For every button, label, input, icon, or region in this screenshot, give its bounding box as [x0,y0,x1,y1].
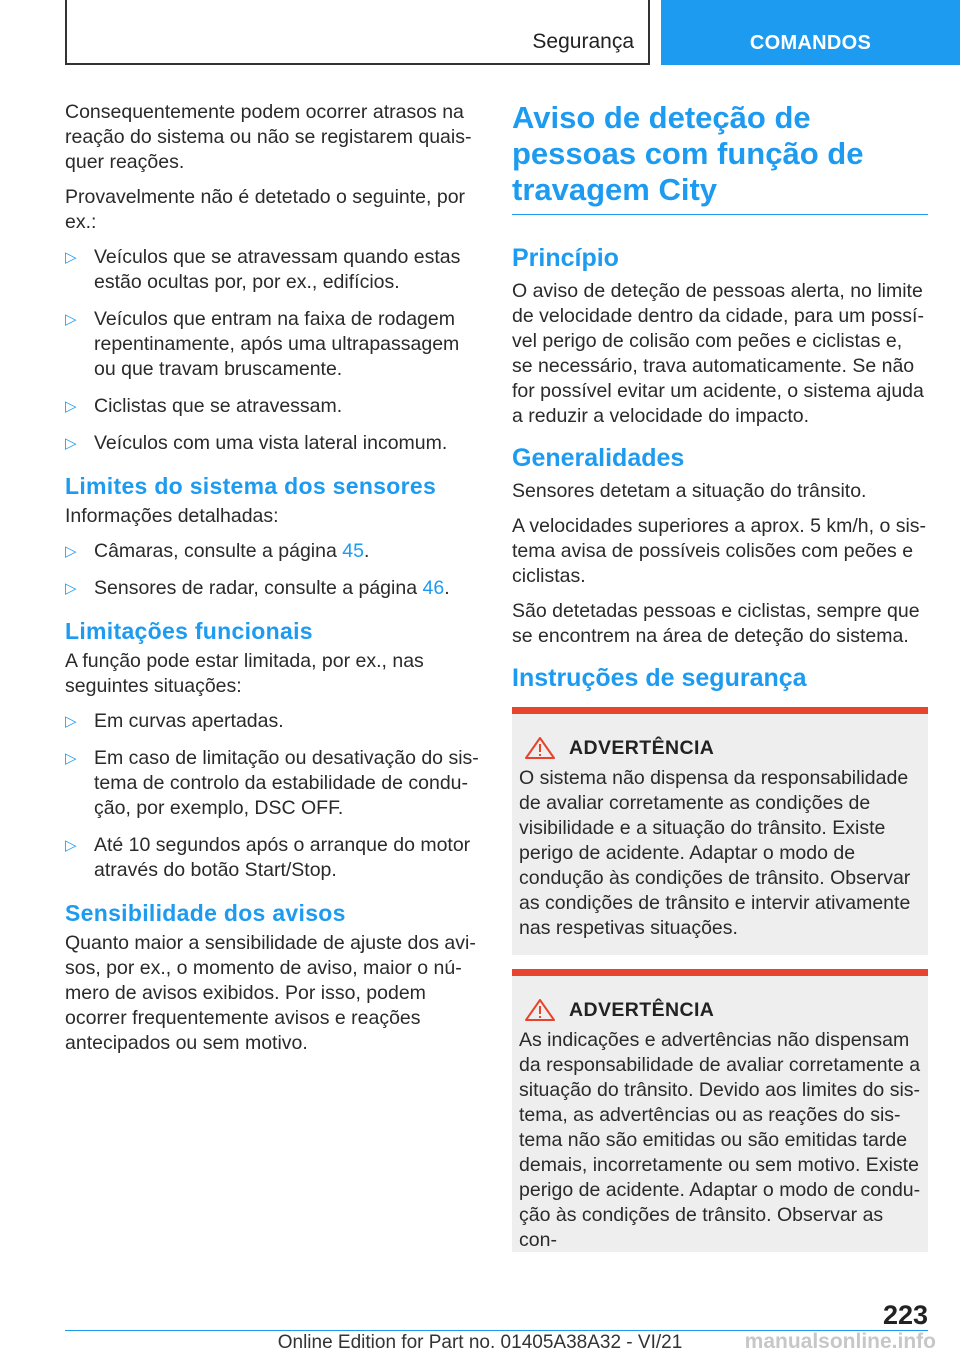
page-link-46[interactable]: 46 [422,577,445,599]
warning-text: As indicações e advertências não dispensam da responsabilidade de avaliar corretamente a situação do trânsito. Devido aos limites do sistema, as advertências ou as reações do sistema não são emitidas ou são emitidas tarde demais, incorretamente ou sem motivo. Existe perigo de acidente. Adaptar o modo de condução às condições de trânsito. Observar as con- [519,1029,921,1251]
triangle-bullet-icon: ▷ [65,713,77,730]
list-item: ▷ Em caso de limitação ou desativação do sistema de controlo da estabilidade de condução, por exemplo, DSC OFF. [65,747,479,819]
warning-box [512,969,928,1267]
page-link-45[interactable]: 45 [342,540,364,562]
warning-header [519,998,922,1022]
list-item: ▷ Até 10 segundos após o arranque do motor através do botão Start/Stop. [65,834,471,881]
list-item: ▷ Veículos com uma vista lateral incomum. [65,432,448,454]
page-number: 223 [882,1300,928,1330]
warning-title: ADVERTÊNCIA [569,736,715,759]
paragraph: Provavelmente não é detetado o seguinte, por ex.: [65,186,466,233]
heading-instrucoes: Instruções de segurança [512,664,807,692]
bullet-list [65,245,483,456]
triangle-bullet-icon: ▷ [65,580,77,597]
warning-header [519,736,922,760]
left-column [65,100,483,1066]
paragraph: A velocidades superiores a aprox. 5 km/h, o sistema avisa de possíveis colisões com peões e ciclistas. [512,515,927,587]
paragraph: São detetadas pessoas e ciclistas, sempre que se encontrem na área de deteção do sistema. [512,600,920,647]
paragraph: Informações detalhadas: [65,505,279,527]
section-title: Segurança [532,30,634,53]
triangle-bullet-icon: ▷ [65,750,77,767]
list-item: ▷ Em curvas apertadas. [65,710,284,732]
list-item: ▷ Sensores de radar, consulte a página 46. [65,577,450,599]
heading-limites: Limites do sistema dos sensores [65,473,437,499]
paragraph: Consequentemente podem ocorrer atrasos na reação do sistema ou não se registarem quaisquer reações. [65,101,472,173]
heading-generalidades: Generalidades [512,444,685,472]
watermark: manualsonline.info [744,1330,936,1353]
list-item: ▷ Veículos que se atravessam quando estas estão ocultas por, por ex., edifícios. [65,246,461,293]
bullet-list [65,539,483,601]
triangle-bullet-icon: ▷ [65,435,77,452]
warning-title: ADVERTÊNCIA [569,998,715,1021]
heading-principio: Princípio [512,244,619,272]
heading-limitacoes: Limitações funcionais [65,618,313,644]
page-title: Aviso de deteção de pessoas com função de travagem City [512,100,928,215]
warning-text: O sistema não dispensa da responsabilidade de avaliar corretamente as condições de visibilidade e a situação do trânsito. Existe perigo de acidente. Adaptar o modo de condução às condições de trânsito. Observar as condições de trânsito e intervir ativamente nas respetivas situações. [519,767,911,939]
heading-sensibilidade: Sensibilidade dos avisos [65,900,346,926]
list-item: ▷ Ciclistas que se atravessam. [65,395,343,417]
warning-triangle-icon [523,998,557,1022]
triangle-bullet-icon: ▷ [65,249,77,266]
footer-edition-text: Online Edition for Part no. 01405A38A32 - VI/21 [277,1332,683,1353]
triangle-bullet-icon: ▷ [65,837,77,854]
paragraph: O aviso de deteção de pessoas alerta, no limite de velocidade dentro da cidade, para um possível perigo de colisão com peões e ciclistas e, se necessário, trava automaticamente. Se não for possível evitar um acidente, o sistema ajuda a reduzir a velocidade do impacto. [512,280,924,427]
warning-triangle-icon [523,736,557,760]
triangle-bullet-icon: ▷ [65,311,77,328]
list-item: ▷ Veículos que entram na faixa de rodagem repentinamente, após uma ultrapassagem ou que travam bruscamente. [65,308,460,380]
paragraph: Quanto maior a sensibilidade de ajuste dos avisos, por ex., o momento de aviso, maior o número de avisos exibidos. Por isso, podem ocorrer frequentemente avisos e reações antecipados ou sem motivo. [65,932,476,1054]
warning-box [512,707,928,955]
bullet-list [65,709,483,883]
chapter-tab[interactable]: COMANDOS [661,0,960,65]
paragraph: Sensores detetam a situação do trânsito. [512,480,867,502]
triangle-bullet-icon: ▷ [65,543,77,560]
header-section-box [65,0,650,65]
list-item: ▷ Câmaras, consulte a página 45. [65,540,370,562]
paragraph: A função pode estar limitada, por ex., nas seguintes situações: [65,650,424,697]
column-cutoff [512,1252,928,1282]
triangle-bullet-icon: ▷ [65,398,77,415]
right-column [512,100,928,1267]
